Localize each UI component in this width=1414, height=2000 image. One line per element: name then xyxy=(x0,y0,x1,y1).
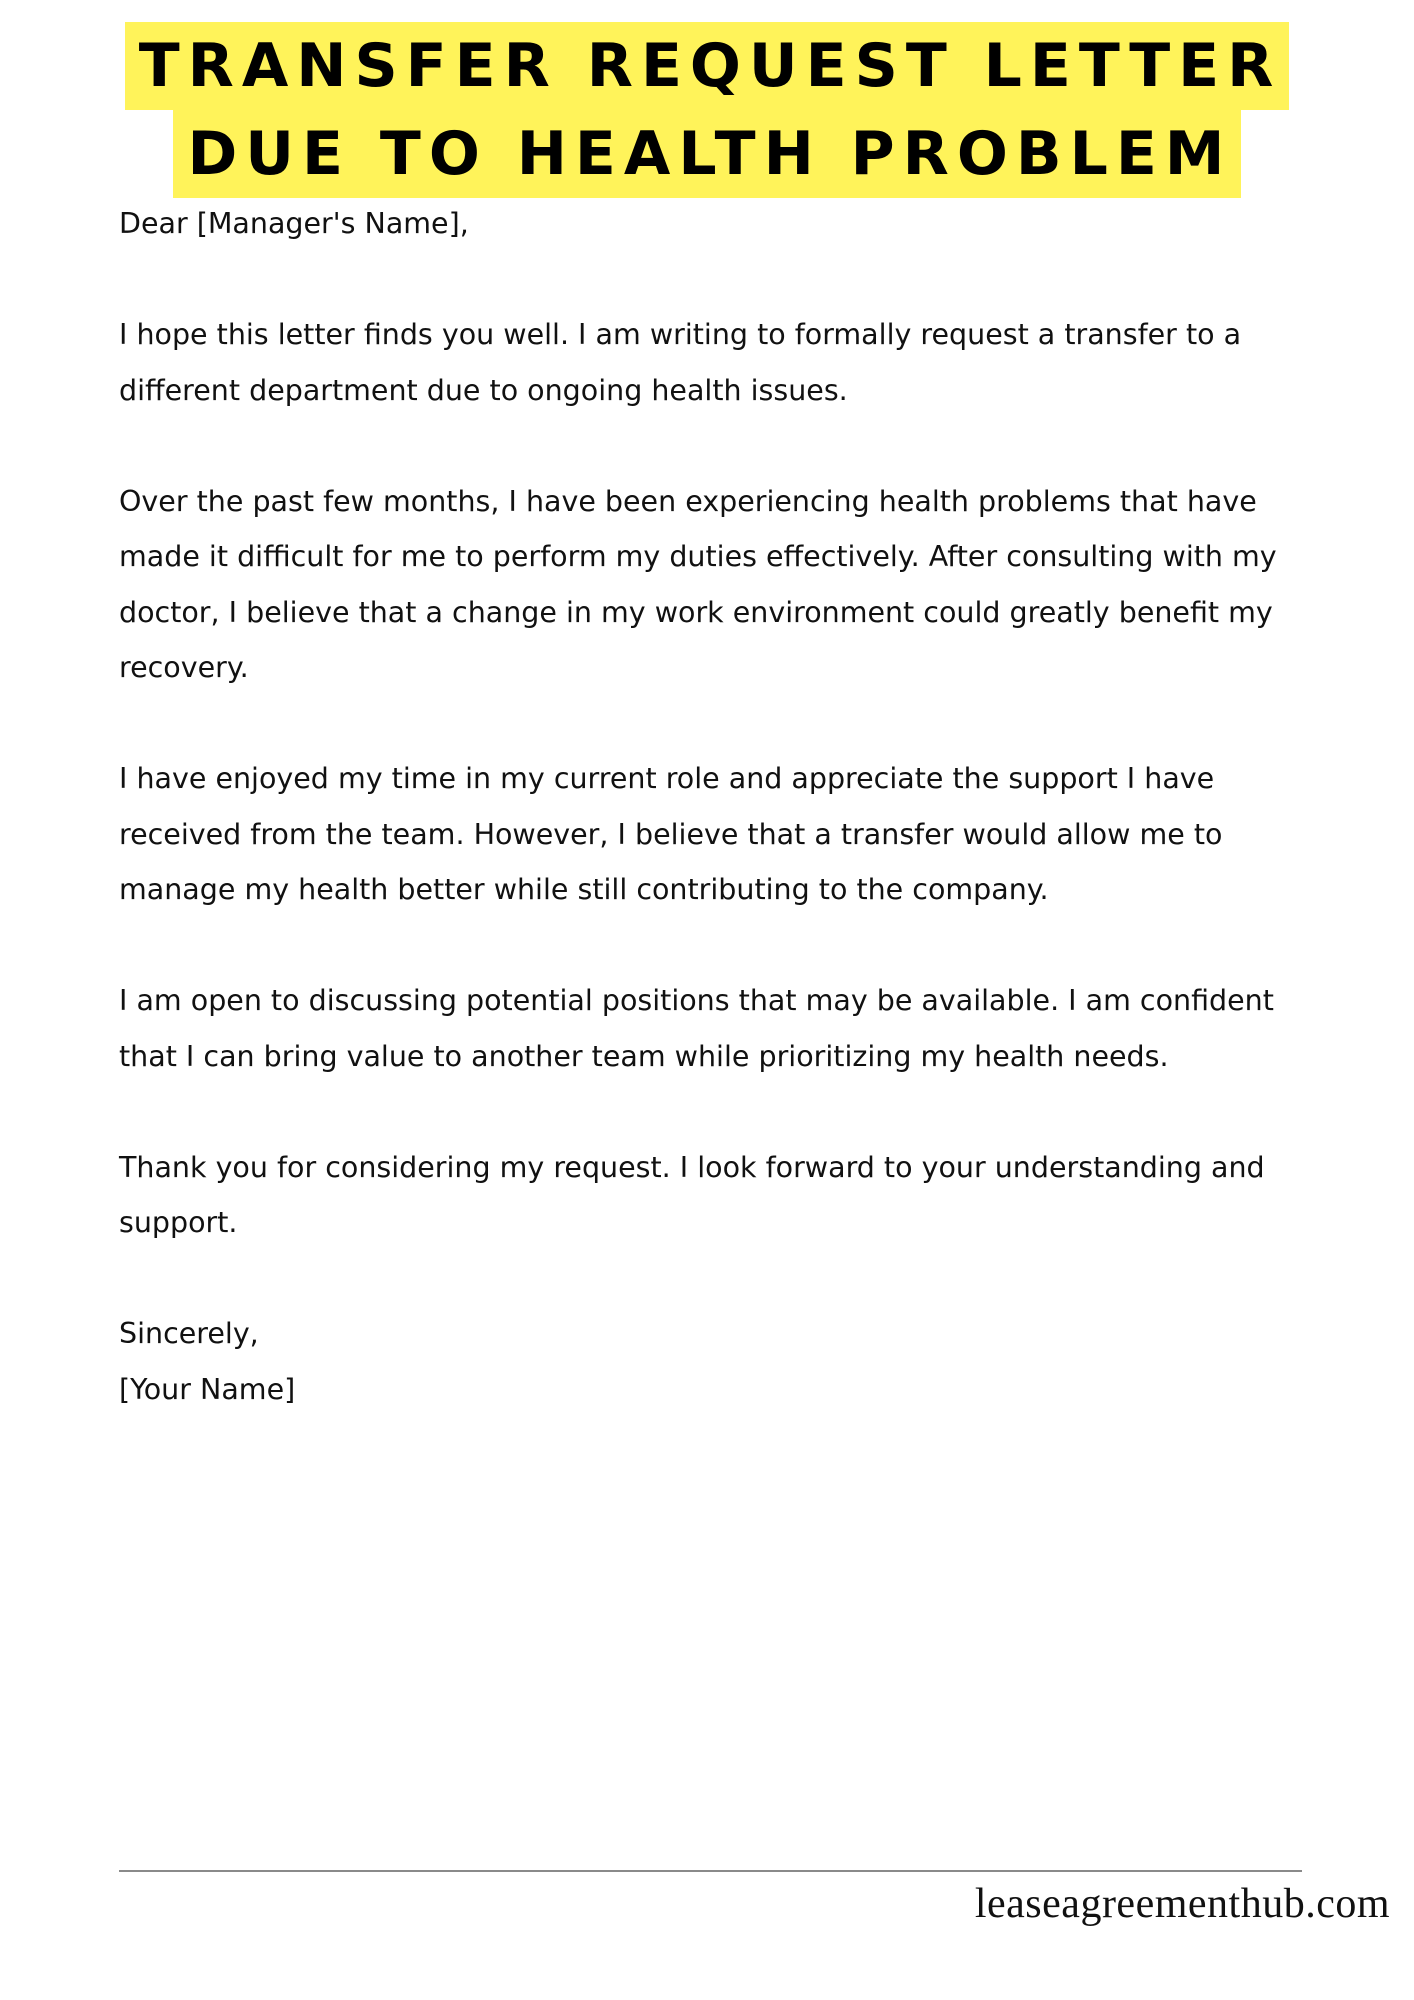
footer-divider xyxy=(119,1870,1302,1872)
letter-body xyxy=(119,196,1309,1417)
salutation: Dear [Manager's Name], xyxy=(119,207,469,240)
signature-placeholder: [Your Name] xyxy=(119,1372,296,1406)
paragraph-2: Over the past few months, I have been experiencing health problems that have made it difficult for me to perform my duties effectively. After consulting with my doctor, I believe that a change in my work environment could greatly benefit my recovery. xyxy=(119,484,1277,684)
closing: Sincerely, xyxy=(119,1317,259,1350)
footer-website: leaseagreementhub.com xyxy=(974,1881,1390,1927)
paragraph-3: I have enjoyed my time in my current role and appreciate the support I have received from the team. However, I believe that a transfer would allow me to manage my health better while still contributing to the company. xyxy=(119,762,1223,906)
title-line-1: TRANSFER REQUEST LETTER xyxy=(125,22,1290,110)
title-line-2: DUE TO HEALTH PROBLEM xyxy=(173,110,1240,198)
paragraph-1: I hope this letter finds you well. I am writing to formally request a transfer to a different department due to ongoing health issues. xyxy=(119,318,1242,407)
paragraph-5: Thank you for considering my request. I look forward to your understanding and support. xyxy=(119,1150,1265,1239)
paragraph-4: I am open to discussing potential positions that may be available. I am confident that I can bring value to another team while prioritizing my health needs. xyxy=(119,984,1274,1073)
document-title xyxy=(0,22,1414,198)
